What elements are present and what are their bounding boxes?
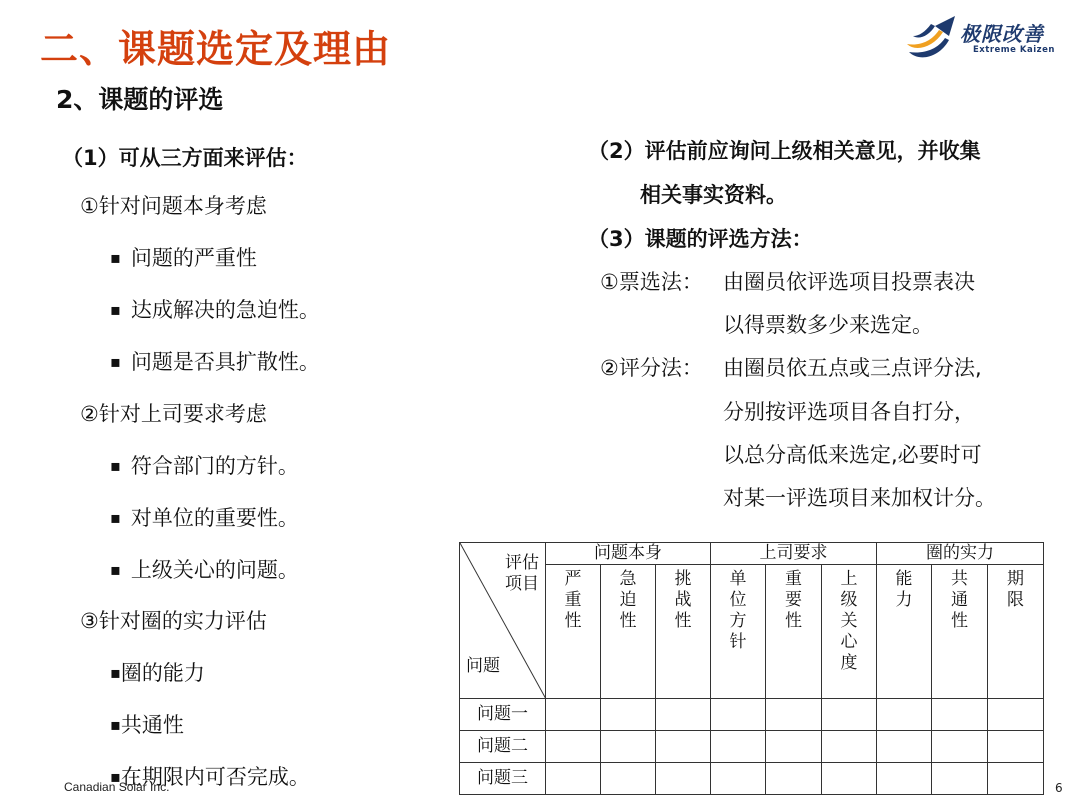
score-cell[interactable]: [546, 763, 601, 795]
method-score-label: ②评分法：: [600, 356, 703, 380]
score-cell[interactable]: [601, 731, 656, 763]
column-header: 急迫性: [601, 565, 656, 699]
method-heading: （3）课题的评选方法：: [588, 227, 813, 251]
score-cell[interactable]: [546, 699, 601, 731]
note-consult: （2）评估前应询问上级相关意见，并收集: [588, 139, 981, 163]
column-header: 上级关心度: [822, 565, 877, 699]
row-label: 问题三: [460, 763, 546, 795]
list-item: ▪ 共通性: [110, 709, 184, 739]
list-item: ▪ 符合部门的方针。: [110, 450, 299, 480]
page-number: 6: [1055, 781, 1063, 795]
list-item: ▪ 达成解决的急迫性。: [110, 294, 320, 324]
corner-label-problem: 问题: [466, 656, 500, 676]
score-cell[interactable]: [877, 699, 932, 731]
method-score-text: 对某一评选项目来加权计分。: [723, 486, 996, 510]
brand-logo: [905, 12, 1065, 64]
list-item: ▪ 圈的能力: [110, 657, 205, 687]
group-header: 问题本身: [546, 543, 711, 565]
method-vote-text: 以得票数多少来选定。: [723, 313, 933, 337]
page-title: 二、课题选定及理由: [40, 27, 392, 71]
row-label: 问题二: [460, 731, 546, 763]
score-cell[interactable]: [711, 731, 766, 763]
score-cell[interactable]: [656, 763, 711, 795]
note-consult-cont: 相关事实资料。: [640, 183, 787, 207]
swoosh-logo-icon: [905, 12, 961, 64]
group-header: 上司要求: [711, 543, 877, 565]
score-cell[interactable]: [822, 731, 877, 763]
list-item: ▪ 对单位的重要性。: [110, 502, 299, 532]
score-cell[interactable]: [932, 699, 988, 731]
criteria-heading: （1）可从三方面来评估：: [62, 146, 308, 170]
list-item: ▪ 问题的严重性: [110, 242, 257, 272]
logo-text-en: Extreme Kaizen: [973, 45, 1055, 55]
method-vote-label: ①票选法：: [600, 270, 703, 294]
score-cell[interactable]: [546, 731, 601, 763]
column-header: 挑战性: [656, 565, 711, 699]
score-cell[interactable]: [877, 763, 932, 795]
list-item: ▪ 上级关心的问题。: [110, 554, 299, 584]
column-header: 单位方针: [711, 565, 766, 699]
method-score-text: 分别按评选项目各自打分，: [723, 400, 975, 424]
score-cell[interactable]: [656, 731, 711, 763]
score-cell[interactable]: [601, 699, 656, 731]
score-cell[interactable]: [766, 699, 822, 731]
table-corner-cell: [460, 543, 546, 699]
score-cell[interactable]: [988, 699, 1044, 731]
score-cell[interactable]: [932, 731, 988, 763]
list-item: ▪ 在期限内可否完成。: [110, 761, 310, 791]
evaluation-table: [459, 542, 1044, 795]
score-cell[interactable]: [601, 763, 656, 795]
score-cell[interactable]: [988, 763, 1044, 795]
column-header: 期限: [988, 565, 1044, 699]
group-header: 圈的实力: [877, 543, 1044, 565]
method-score-text: 由圈员依五点或三点评分法,: [723, 356, 982, 380]
method-vote-text: 由圈员依评选项目投票表决: [723, 270, 975, 294]
score-cell[interactable]: [711, 763, 766, 795]
table-row: [460, 731, 1044, 763]
row-label: 问题一: [460, 699, 546, 731]
column-header: 能力: [877, 565, 932, 699]
score-cell[interactable]: [766, 763, 822, 795]
corner-label-criteria: 评估 项目: [505, 553, 539, 594]
group-title-problem: ①针对问题本身考虑: [80, 194, 267, 218]
group-title-superior: ②针对上司要求考虑: [80, 402, 267, 426]
score-cell[interactable]: [822, 763, 877, 795]
column-header: 重要性: [766, 565, 822, 699]
score-cell[interactable]: [766, 731, 822, 763]
score-cell[interactable]: [988, 731, 1044, 763]
table-row: [460, 699, 1044, 731]
score-cell[interactable]: [656, 699, 711, 731]
score-cell[interactable]: [932, 763, 988, 795]
column-header: 严重性: [546, 565, 601, 699]
column-header: 共通性: [932, 565, 988, 699]
list-item: ▪ 问题是否具扩散性。: [110, 346, 320, 376]
group-title-circle: ③针对圈的实力评估: [80, 609, 267, 633]
score-cell[interactable]: [822, 699, 877, 731]
score-cell[interactable]: [711, 699, 766, 731]
footer-company: Canadian Solar Inc.: [64, 780, 170, 794]
table-row: [460, 763, 1044, 795]
logo-text-cn: 极限改善: [960, 22, 1044, 46]
score-cell[interactable]: [877, 731, 932, 763]
section-subtitle: 2、课题的评选: [56, 85, 224, 114]
method-score-text: 以总分高低来选定,必要时可: [723, 443, 982, 467]
